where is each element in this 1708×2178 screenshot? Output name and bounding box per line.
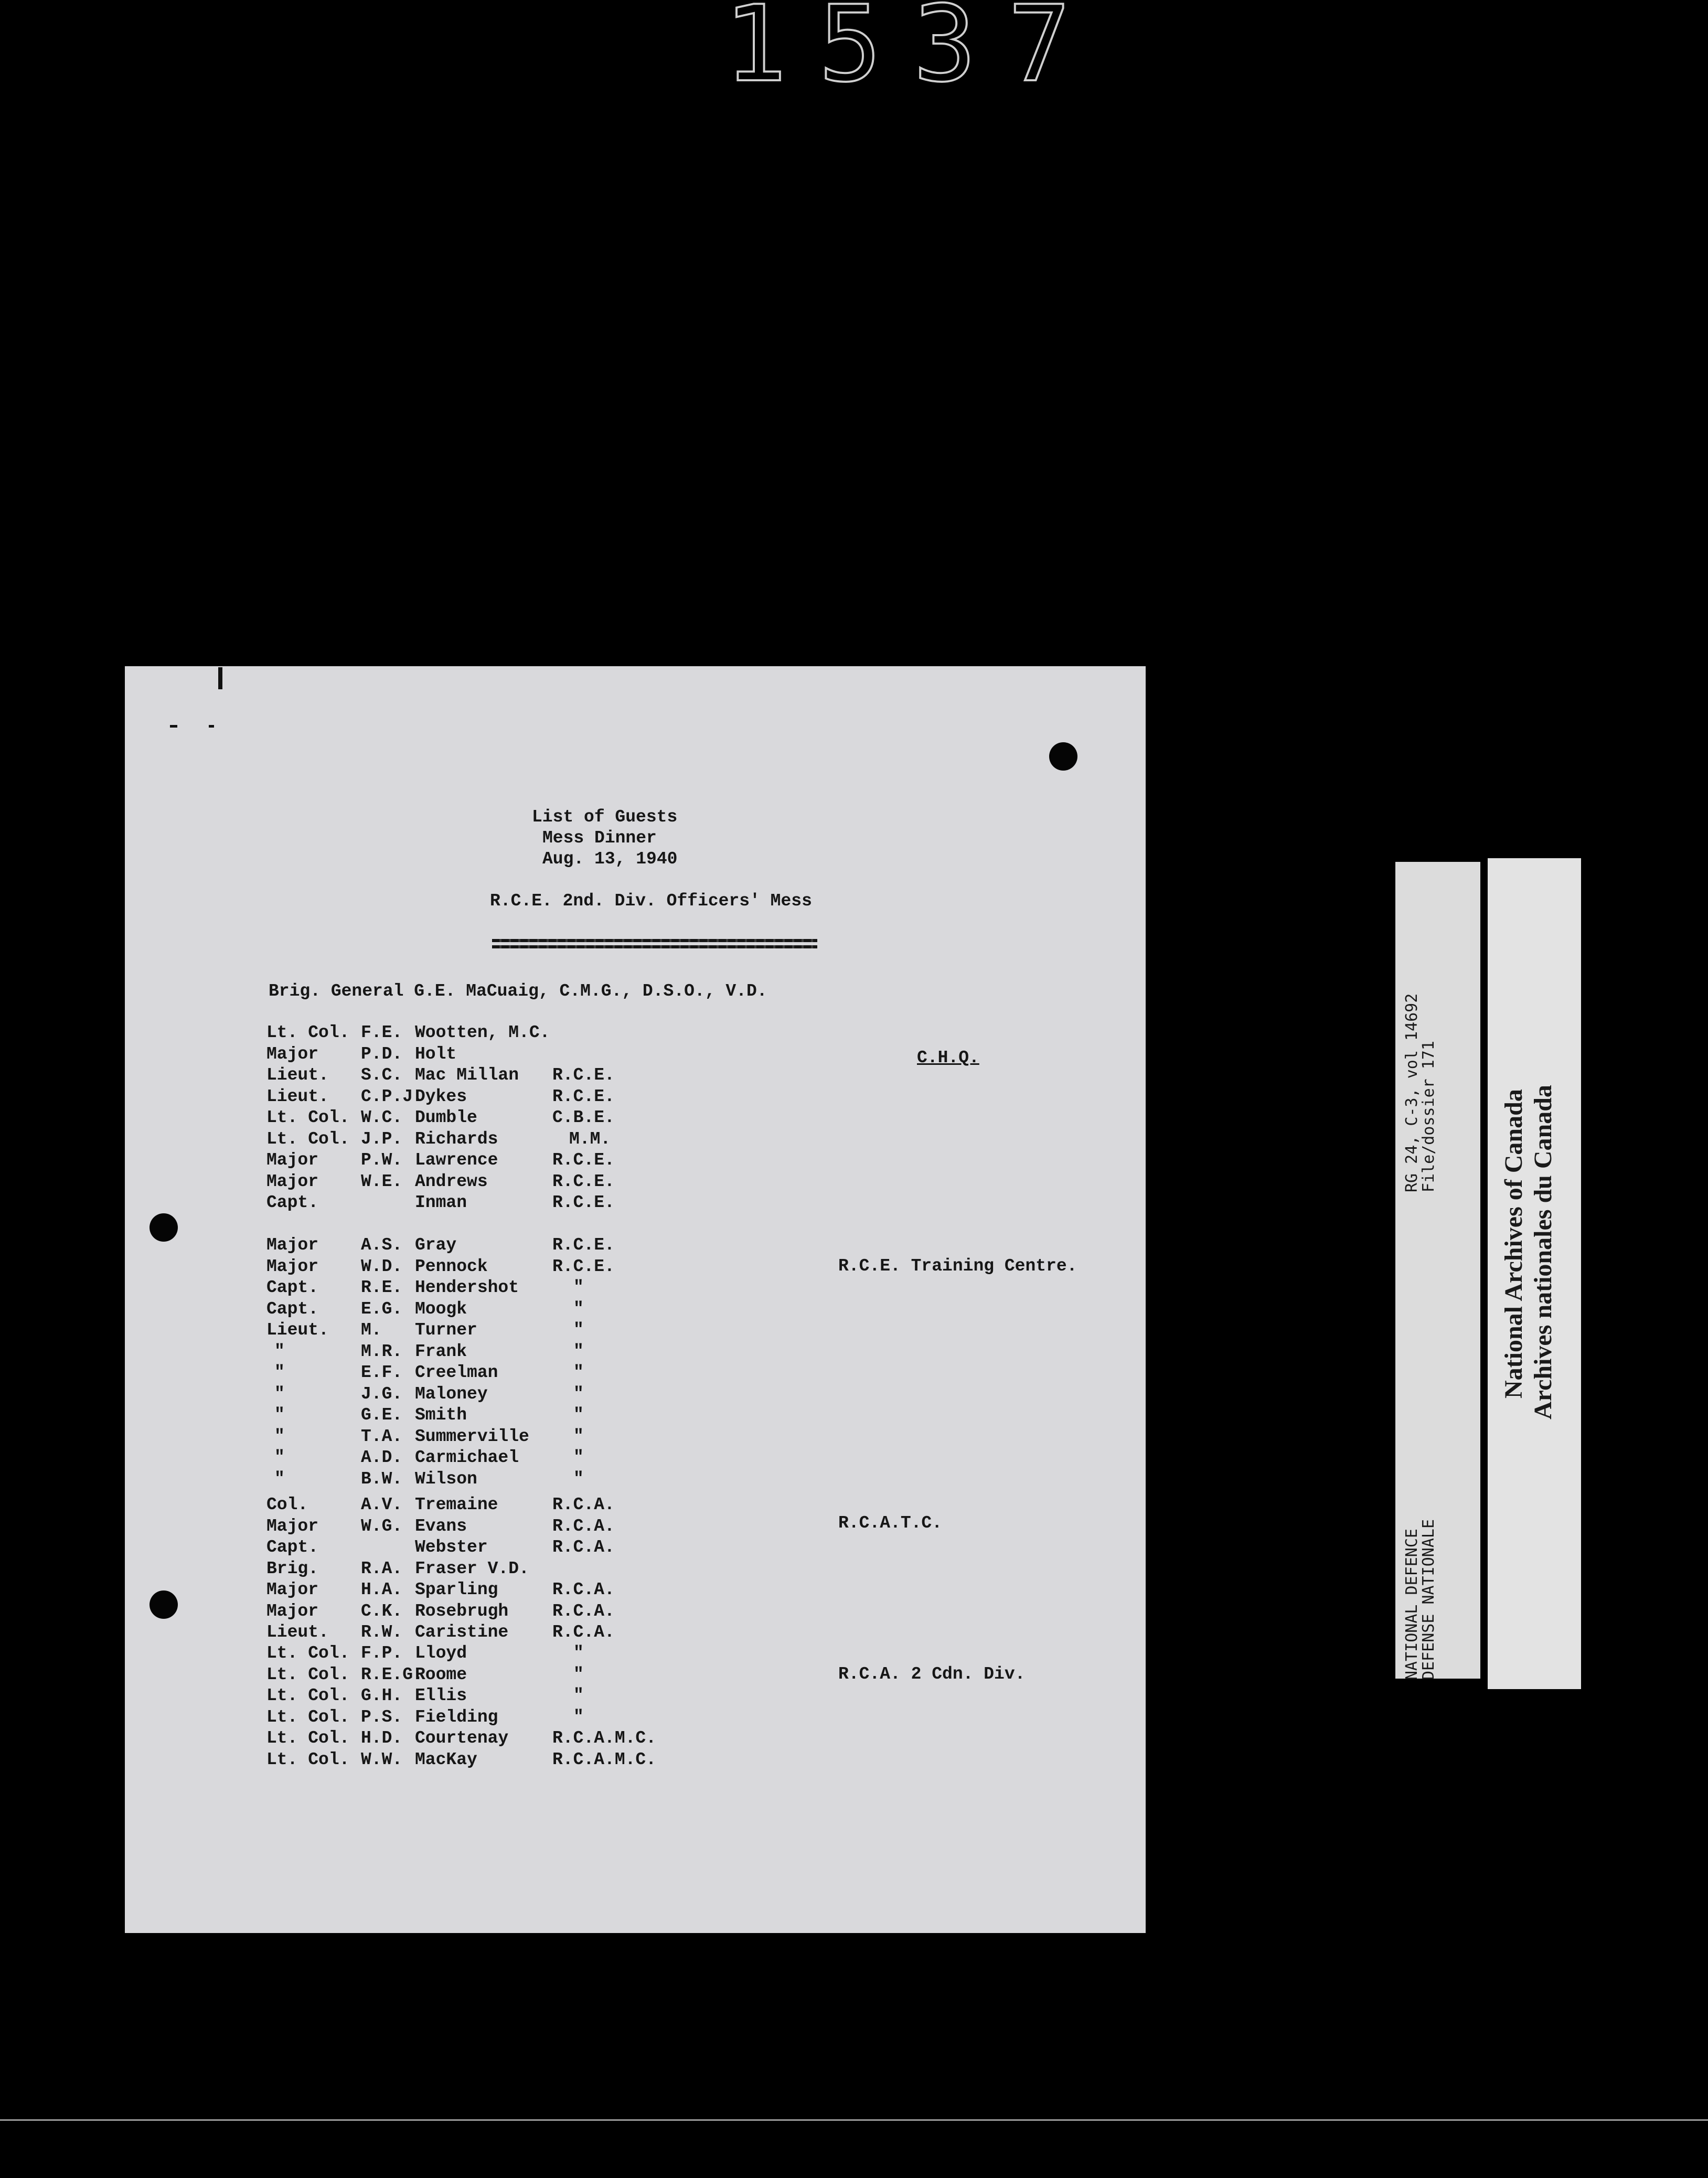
guest-initials: H.A. (361, 1580, 403, 1599)
guest-corps: R.C.A. (552, 1495, 615, 1514)
guest-corps: C.B.E. (552, 1108, 615, 1127)
guest-rank: Col. (266, 1495, 308, 1514)
guest-name: Lawrence (415, 1150, 498, 1170)
guest-name: Wootten, M.C. (415, 1023, 550, 1042)
guest-rank: Lieut. (266, 1086, 329, 1106)
guest-corps: " (573, 1384, 584, 1404)
guest-corps: R.C.E. (552, 1150, 615, 1170)
guest-initials: M. (361, 1320, 382, 1340)
guest-rank: Lt. Col. (266, 1707, 350, 1727)
guest-rank: " (274, 1448, 285, 1467)
guest-corps: R.C.E. (552, 1086, 615, 1106)
guest-corps: R.C.E. (552, 1256, 615, 1276)
guest-name: Evans (415, 1516, 467, 1536)
guest-name: Creelman (415, 1363, 498, 1382)
guest-corps: " (573, 1448, 584, 1467)
department-line-2: DEFENSE NATIONALE (1419, 1519, 1438, 1680)
guest-rank: Capt. (266, 1193, 319, 1212)
guest-name: Sparling (415, 1580, 498, 1599)
staple-mark (218, 667, 222, 689)
guest-rank: Lt. Col. (266, 1749, 350, 1769)
guest-initials: W.D. (361, 1256, 403, 1276)
guest-rank: " (274, 1363, 285, 1382)
guest-initials: S.C. (361, 1065, 403, 1085)
guest-rank: Lieut. (266, 1622, 329, 1642)
guest-corps: M.M. (569, 1129, 611, 1149)
archive-label-institution (1488, 858, 1581, 1689)
guest-corps: " (573, 1664, 584, 1684)
guest-name: Roome (415, 1664, 467, 1684)
guest-rank: Capt. (266, 1538, 319, 1557)
archives-line-2: Archives nationales du Canada (1529, 1085, 1557, 1419)
guest-corps: " (573, 1643, 584, 1663)
guest-name: Moogk (415, 1299, 467, 1319)
unit-heading: C.H.Q. (917, 1048, 979, 1067)
guest-corps: " (573, 1278, 584, 1297)
guest-corps: " (573, 1299, 584, 1319)
guest-corps: " (573, 1341, 584, 1361)
guest-initials: R.W. (361, 1622, 403, 1642)
guest-name: Holt (415, 1044, 457, 1064)
guest-rank: Lt. Col. (266, 1664, 350, 1684)
reference-line-2: File/dossier 171 (1419, 1041, 1438, 1192)
guest-initials: G.E. (361, 1405, 403, 1425)
punch-hole-bottom (150, 1590, 178, 1619)
guest-name: Lloyd (415, 1643, 467, 1663)
frame-number: 1537 (724, 0, 1103, 105)
guest-rank: Brig. (266, 1558, 319, 1578)
guest-initials: P.S. (361, 1707, 403, 1727)
guest-initials: G.H. (361, 1686, 403, 1705)
guest-name: Caristine (415, 1622, 509, 1642)
guest-initials: A.S. (361, 1235, 403, 1255)
guest-initials: W.W. (361, 1749, 403, 1769)
guest-initials: R.E.G. (361, 1664, 423, 1684)
guest-initials: M.R. (361, 1341, 403, 1361)
punch-hole-middle (150, 1213, 178, 1242)
guest-corps: " (573, 1707, 584, 1727)
guest-corps: R.C.A. (552, 1601, 615, 1621)
guest-name: Courtenay (415, 1728, 509, 1748)
guest-rank: Lieut. (266, 1065, 329, 1085)
guest-name: Dumble (415, 1108, 477, 1127)
guest-name: Fielding (415, 1707, 498, 1727)
guest-of-honour: Brig. General G.E. MaCuaig, C.M.G., D.S.O., V.D. (269, 981, 767, 1001)
guest-corps: R.C.E. (552, 1193, 615, 1212)
guest-rank: Major (266, 1150, 319, 1170)
guest-name: Turner (415, 1320, 477, 1340)
guest-corps: R.C.A.M.C. (552, 1749, 657, 1769)
title-rule (492, 939, 817, 948)
reference-line-1: RG 24, C-3, vol 14692 (1403, 993, 1421, 1192)
guest-name: Hendershot (415, 1278, 519, 1297)
guest-rank: Major (266, 1235, 319, 1255)
guest-initials: W.G. (361, 1516, 403, 1536)
guest-name: Summerville (415, 1426, 529, 1446)
guest-corps: R.C.A. (552, 1622, 615, 1642)
title-line-2: Mess Dinner (542, 828, 657, 848)
guest-rank: Lt. Col. (266, 1728, 350, 1748)
department-line-1: NATIONAL DEFENCE (1403, 1529, 1421, 1680)
guest-initials: R.E. (361, 1278, 403, 1297)
guest-corps: R.C.E. (552, 1065, 615, 1085)
guest-rank: Capt. (266, 1278, 319, 1297)
guest-initials: J.P. (361, 1129, 403, 1149)
guest-rank: Lt. Col. (266, 1129, 350, 1149)
guest-name: Wilson (415, 1469, 477, 1489)
guest-rank: " (274, 1405, 285, 1425)
guest-corps: R.C.A. (552, 1538, 615, 1557)
guest-initials: W.C. (361, 1108, 403, 1127)
guest-corps: " (573, 1469, 584, 1489)
punch-hole-top (1049, 742, 1077, 771)
corner-mark (170, 725, 177, 728)
guest-initials: W.E. (361, 1171, 403, 1191)
guest-name: Fraser V.D. (415, 1558, 529, 1578)
guest-rank: " (274, 1341, 285, 1361)
guest-initials: F.P. (361, 1643, 403, 1663)
guest-rank: Lieut. (266, 1320, 329, 1340)
guest-name: Ellis (415, 1686, 467, 1705)
guest-rank: Lt. Col. (266, 1686, 350, 1705)
archive-label-reference (1395, 862, 1480, 1679)
guest-corps: " (573, 1363, 584, 1382)
guest-initials: C.K. (361, 1601, 403, 1621)
guest-corps: " (573, 1405, 584, 1425)
guest-rank: Major (266, 1601, 319, 1621)
guest-name: Carmichael (415, 1448, 519, 1467)
guest-corps: R.C.A.M.C. (552, 1728, 657, 1748)
guest-name: Tremaine (415, 1495, 498, 1514)
guest-initials: C.P.J. (361, 1086, 423, 1106)
guest-initials: A.D. (361, 1448, 403, 1467)
unit-heading: R.C.A. 2 Cdn. Div. (838, 1664, 1026, 1684)
guest-initials: E.G. (361, 1299, 403, 1319)
guest-name: MacKay (415, 1749, 477, 1769)
guest-corps: R.C.E. (552, 1235, 615, 1255)
guest-name: Pennock (415, 1256, 488, 1276)
guest-rank: Major (266, 1044, 319, 1064)
guest-name: Webster (415, 1538, 488, 1557)
guest-corps: " (573, 1426, 584, 1446)
guest-initials: F.E. (361, 1023, 403, 1042)
guest-corps: R.C.A. (552, 1580, 615, 1599)
guest-initials: H.D. (361, 1728, 403, 1748)
guest-rank: Lt. Col. (266, 1643, 350, 1663)
film-edge-line (0, 2119, 1708, 2121)
guest-name: Maloney (415, 1384, 488, 1404)
guest-corps: R.C.E. (552, 1171, 615, 1191)
guest-rank: Major (266, 1171, 319, 1191)
guest-initials: P.D. (361, 1044, 403, 1064)
guest-name: Inman (415, 1193, 467, 1212)
guest-rank: " (274, 1426, 285, 1446)
subtitle: R.C.E. 2nd. Div. Officers' Mess (490, 891, 812, 911)
guest-rank: Lt. Col. (266, 1108, 350, 1127)
guest-initials: E.F. (361, 1363, 403, 1382)
unit-heading: R.C.A.T.C. (838, 1513, 943, 1533)
guest-name: Andrews (415, 1171, 488, 1191)
guest-name: Richards (415, 1129, 498, 1149)
guest-rank: Lt. Col. (266, 1023, 350, 1042)
title-line-1: List of Guests (532, 807, 678, 827)
guest-name: Smith (415, 1405, 467, 1425)
document-page (125, 666, 1146, 1933)
unit-heading: R.C.E. Training Centre. (838, 1256, 1077, 1276)
guest-name: Gray (415, 1235, 457, 1255)
guest-name: Frank (415, 1341, 467, 1361)
title-line-3: Aug. 13, 1940 (542, 849, 678, 869)
guest-name: Mac Millan (415, 1065, 519, 1085)
guest-name: Rosebrugh (415, 1601, 509, 1621)
guest-corps: " (573, 1686, 584, 1705)
guest-name: Dykes (415, 1086, 467, 1106)
guest-rank: Capt. (266, 1299, 319, 1319)
guest-initials: R.A. (361, 1558, 403, 1578)
guest-initials: P.W. (361, 1150, 403, 1170)
archives-line-1: National Archives of Canada (1500, 1089, 1528, 1398)
guest-corps: " (573, 1320, 584, 1340)
guest-rank: Major (266, 1580, 319, 1599)
guest-initials: A.V. (361, 1495, 403, 1514)
guest-corps: R.C.A. (552, 1516, 615, 1536)
guest-rank: " (274, 1384, 285, 1404)
guest-rank: Major (266, 1516, 319, 1536)
guest-rank: Major (266, 1256, 319, 1276)
guest-rank: " (274, 1469, 285, 1489)
guest-initials: J.G. (361, 1384, 403, 1404)
corner-mark (209, 725, 214, 728)
guest-initials: B.W. (361, 1469, 403, 1489)
guest-initials: T.A. (361, 1426, 403, 1446)
